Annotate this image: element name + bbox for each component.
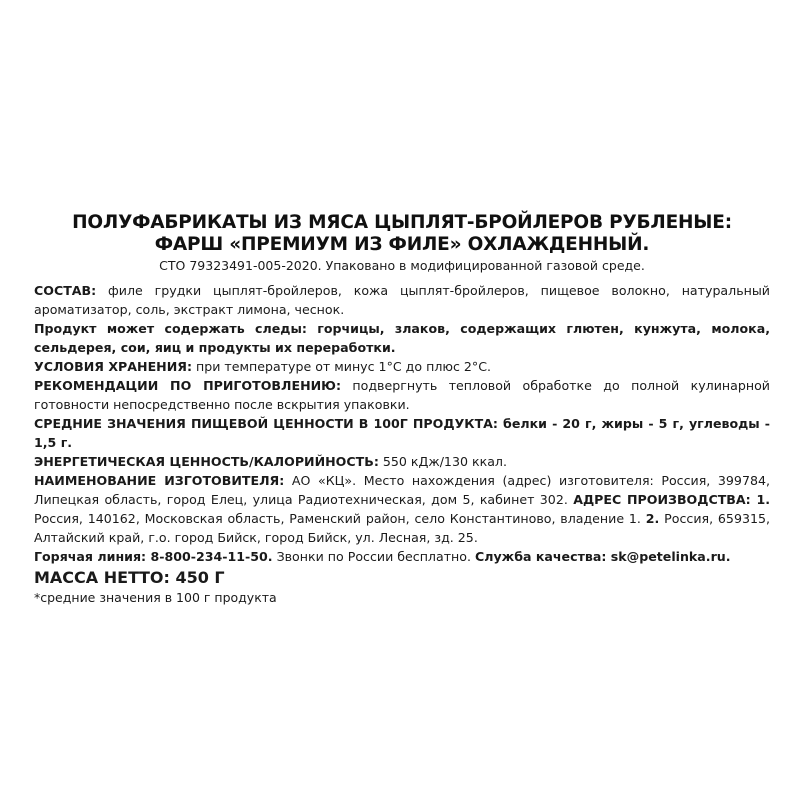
production-address-number-1: 1. [750, 492, 771, 507]
hotline-paragraph [34, 547, 770, 566]
footnote: *средние значения в 100 г продукта [34, 590, 277, 605]
production-address-2: Россия, 659315, Алтайский край, г.о. город Бийск, город Бийск, ул. Лесная, зд. 25. [34, 511, 771, 545]
product-title [34, 212, 770, 256]
storage-paragraph [34, 357, 770, 376]
energy-paragraph [34, 452, 770, 471]
production-address-1: Россия, 140162, Московская область, Раменский район, село Константиново, владение 1. [34, 511, 646, 526]
product-title-line1: ПОЛУФАБРИКАТЫ ИЗ МЯСА ЦЫПЛЯТ-БРОЙЛЕРОВ РУБЛЕНЫЕ: [72, 212, 732, 233]
production-address-number-2: 2. [645, 511, 660, 526]
production-address-label: АДРЕС ПРОИЗВОДСТВА: [573, 492, 751, 507]
nutrition-label: СРЕДНИЕ ЗНАЧЕНИЯ ПИЩЕВОЙ ЦЕННОСТИ В 100Г ПРОДУКТА: [34, 416, 498, 431]
cooking-paragraph [34, 376, 770, 414]
quality-service: Служба качества: sk@petelinka.ru. [474, 549, 731, 564]
nutrition-paragraph [34, 414, 770, 452]
hotline-text: Звонки по России бесплатно. [272, 549, 475, 564]
energy-label: ЭНЕРГЕТИЧЕСКАЯ ЦЕННОСТЬ/КАЛОРИЙНОСТЬ: [34, 454, 379, 469]
product-label [34, 212, 770, 607]
manufacturer-text: АО «КЦ». Место нахождения (адрес) изготовителя: Россия, 399784, Липецкая область, город Елец, улица Радиотехническая, дом 5, кабинет 302. [34, 473, 770, 507]
composition-label: СОСТАВ: [34, 283, 97, 298]
composition-paragraph [34, 281, 770, 319]
nutrition-text: белки - 20 г, жиры - 5 г, углеводы - 1,5 г. [34, 416, 770, 450]
storage-text: при температуре от минус 1°С до плюс 2°С. [191, 359, 491, 374]
net-weight: МАССА НЕТТО: 450 Г [34, 568, 225, 587]
standard-line: СТО 79323491-005-2020. Упаковано в модифицированной газовой среде. [159, 258, 645, 273]
product-title-line2: ФАРШ «ПРЕМИУМ ИЗ ФИЛЕ» ОХЛАЖДЕННЫЙ. [154, 234, 650, 255]
manufacturer-paragraph [34, 471, 770, 547]
cooking-label: РЕКОМЕНДАЦИИ ПО ПРИГОТОВЛЕНИЮ: [34, 378, 341, 393]
cooking-text: подвергнуть тепловой обработке до полной кулинарной готовности непосредственно после вскрытия упаковки. [34, 378, 770, 412]
composition-text: филе грудки цыплят-бройлеров, кожа цыплят-бройлеров, пищевое волокно, натуральный ароматизатор, соль, экстракт лимона, чеснок. [34, 283, 770, 317]
hotline-label: Горячая линия: 8-800-234-11-50. [34, 549, 273, 564]
manufacturer-label: НАИМЕНОВАНИЕ ИЗГОТОВИТЕЛЯ: [34, 473, 285, 488]
traces-paragraph: Продукт может содержать следы: горчицы, злаков, содержащих глютен, кунжута, молока, сельдерея, сои, яиц и продукты их переработки. [34, 321, 770, 355]
energy-text: 550 кДж/130 ккал. [378, 454, 507, 469]
storage-label: УСЛОВИЯ ХРАНЕНИЯ: [34, 359, 192, 374]
